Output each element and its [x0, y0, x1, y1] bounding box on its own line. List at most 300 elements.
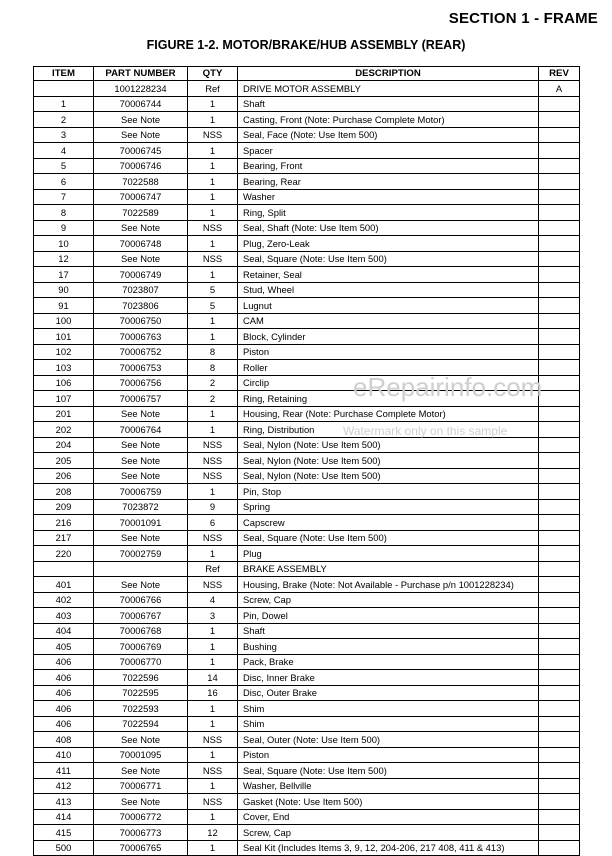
- table-row: [34, 81, 580, 97]
- table-row: [34, 577, 580, 593]
- cell-qty: NSS: [188, 468, 238, 484]
- cell-part-number: 7022588: [94, 174, 188, 190]
- cell-qty: 1: [188, 809, 238, 825]
- cell-part-number: See Note: [94, 112, 188, 128]
- cell-rev: [539, 329, 580, 345]
- cell-description: Seal, Square (Note: Use Item 500): [238, 763, 539, 779]
- table-row: [34, 251, 580, 267]
- table-row: [34, 127, 580, 143]
- cell-item: 3: [34, 127, 94, 143]
- cell-item: 6: [34, 174, 94, 190]
- cell-description: Washer: [238, 189, 539, 205]
- cell-item: 405: [34, 639, 94, 655]
- cell-part-number: See Note: [94, 251, 188, 267]
- table-row: [34, 623, 580, 639]
- cell-part-number: 70006746: [94, 158, 188, 174]
- cell-description: Seal, Nylon (Note: Use Item 500): [238, 468, 539, 484]
- cell-qty: NSS: [188, 453, 238, 469]
- cell-part-number: 70001095: [94, 747, 188, 763]
- cell-rev: [539, 127, 580, 143]
- cell-item: 209: [34, 499, 94, 515]
- cell-qty: 1: [188, 174, 238, 190]
- cell-item: 100: [34, 313, 94, 329]
- table-row: [34, 794, 580, 810]
- cell-qty: 1: [188, 205, 238, 221]
- cell-part-number: See Note: [94, 763, 188, 779]
- cell-part-number: See Note: [94, 577, 188, 593]
- parts-table: [33, 66, 580, 856]
- cell-item: 404: [34, 623, 94, 639]
- table-row: [34, 267, 580, 283]
- cell-part-number: See Note: [94, 127, 188, 143]
- cell-rev: [539, 499, 580, 515]
- cell-rev: [539, 220, 580, 236]
- cell-item: 1: [34, 96, 94, 112]
- cell-rev: [539, 794, 580, 810]
- cell-description: Bearing, Front: [238, 158, 539, 174]
- cell-description: Ring, Split: [238, 205, 539, 221]
- cell-qty: 3: [188, 608, 238, 624]
- column-header-part-number: PART NUMBER: [94, 67, 188, 81]
- cell-qty: 2: [188, 375, 238, 391]
- cell-item: 5: [34, 158, 94, 174]
- section-title: SECTION 1 - FRAME: [448, 10, 598, 27]
- cell-description: Casting, Front (Note: Purchase Complete Motor): [238, 112, 539, 128]
- cell-description: Roller: [238, 360, 539, 376]
- table-row: [34, 484, 580, 500]
- cell-item: 8: [34, 205, 94, 221]
- table-row: [34, 236, 580, 252]
- cell-part-number: 7022596: [94, 670, 188, 686]
- cell-rev: [539, 189, 580, 205]
- table-row: [34, 608, 580, 624]
- cell-item: 12: [34, 251, 94, 267]
- cell-part-number: See Note: [94, 220, 188, 236]
- cell-item: 411: [34, 763, 94, 779]
- cell-item: [34, 81, 94, 97]
- cell-rev: [539, 654, 580, 670]
- cell-rev: [539, 158, 580, 174]
- cell-rev: [539, 143, 580, 159]
- cell-description: BRAKE ASSEMBLY: [238, 561, 539, 577]
- cell-rev: [539, 298, 580, 314]
- cell-item: 202: [34, 422, 94, 438]
- cell-item: 406: [34, 701, 94, 717]
- cell-qty: 5: [188, 282, 238, 298]
- cell-qty: NSS: [188, 437, 238, 453]
- cell-qty: Ref: [188, 81, 238, 97]
- cell-item: 220: [34, 546, 94, 562]
- cell-item: 414: [34, 809, 94, 825]
- cell-rev: [539, 236, 580, 252]
- cell-item: 205: [34, 453, 94, 469]
- table-row: [34, 298, 580, 314]
- cell-part-number: 70006772: [94, 809, 188, 825]
- table-row: [34, 546, 580, 562]
- cell-qty: 1: [188, 639, 238, 655]
- cell-description: Washer, Bellville: [238, 778, 539, 794]
- cell-description: Spring: [238, 499, 539, 515]
- table-row: [34, 220, 580, 236]
- cell-rev: [539, 732, 580, 748]
- table-row: [34, 96, 580, 112]
- table-row: [34, 670, 580, 686]
- cell-qty: 1: [188, 654, 238, 670]
- cell-description: Screw, Cap: [238, 592, 539, 608]
- table-row: [34, 282, 580, 298]
- cell-rev: [539, 670, 580, 686]
- table-row: [34, 453, 580, 469]
- table-row: [34, 530, 580, 546]
- column-header-item: ITEM: [34, 67, 94, 81]
- cell-qty: 1: [188, 716, 238, 732]
- cell-description: Ring, Retaining: [238, 391, 539, 407]
- cell-description: Shim: [238, 701, 539, 717]
- cell-description: Screw, Cap: [238, 825, 539, 841]
- cell-part-number: 70001091: [94, 515, 188, 531]
- cell-part-number: See Note: [94, 794, 188, 810]
- cell-qty: 8: [188, 344, 238, 360]
- cell-item: 408: [34, 732, 94, 748]
- cell-item: 101: [34, 329, 94, 345]
- cell-description: Shaft: [238, 623, 539, 639]
- cell-rev: [539, 437, 580, 453]
- table-row: [34, 344, 580, 360]
- table-row: [34, 406, 580, 422]
- watermark-logo-text: eRepairinfo.com: [353, 372, 543, 402]
- cell-qty: NSS: [188, 530, 238, 546]
- figure-title: FIGURE 1-2. MOTOR/BRAKE/HUB ASSEMBLY (REAR): [146, 38, 466, 52]
- cell-description: Shim: [238, 716, 539, 732]
- cell-description: Block, Cylinder: [238, 329, 539, 345]
- table-row: [34, 189, 580, 205]
- cell-item: 2: [34, 112, 94, 128]
- cell-item: 106: [34, 375, 94, 391]
- cell-item: 91: [34, 298, 94, 314]
- cell-item: 9: [34, 220, 94, 236]
- cell-description: Plug, Zero-Leak: [238, 236, 539, 252]
- column-header-description: DESCRIPTION: [238, 67, 539, 81]
- column-header-qty: QTY: [188, 67, 238, 81]
- cell-description: Ring, Distribution: [238, 422, 539, 438]
- cell-qty: 1: [188, 112, 238, 128]
- cell-rev: [539, 685, 580, 701]
- table-header-row: [34, 67, 580, 81]
- cell-description: Housing, Rear (Note: Purchase Complete Motor): [238, 406, 539, 422]
- cell-description: Seal, Shaft (Note: Use Item 500): [238, 220, 539, 236]
- cell-rev: [539, 251, 580, 267]
- table-row: [34, 701, 580, 717]
- cell-part-number: 70006752: [94, 344, 188, 360]
- cell-part-number: 70006771: [94, 778, 188, 794]
- cell-part-number: 70006770: [94, 654, 188, 670]
- cell-qty: 6: [188, 515, 238, 531]
- cell-description: Seal, Square (Note: Use Item 500): [238, 530, 539, 546]
- cell-rev: [539, 267, 580, 283]
- cell-part-number: See Note: [94, 453, 188, 469]
- cell-description: Pack, Brake: [238, 654, 539, 670]
- watermark-note: Watermark only on this sample: [343, 424, 508, 438]
- cell-part-number: 70006749: [94, 267, 188, 283]
- cell-qty: 5: [188, 298, 238, 314]
- cell-item: [34, 561, 94, 577]
- cell-rev: [539, 205, 580, 221]
- cell-qty: 1: [188, 189, 238, 205]
- cell-part-number: 70006773: [94, 825, 188, 841]
- cell-part-number: See Note: [94, 437, 188, 453]
- cell-rev: [539, 313, 580, 329]
- table-row: [34, 143, 580, 159]
- cell-part-number: 7022589: [94, 205, 188, 221]
- cell-qty: NSS: [188, 794, 238, 810]
- cell-part-number: 70006768: [94, 623, 188, 639]
- cell-qty: NSS: [188, 251, 238, 267]
- cell-part-number: 70006769: [94, 639, 188, 655]
- table-row: [34, 515, 580, 531]
- cell-rev: [539, 577, 580, 593]
- cell-item: 412: [34, 778, 94, 794]
- table-row: [34, 499, 580, 515]
- cell-part-number: 70006765: [94, 840, 188, 856]
- cell-part-number: 70006764: [94, 422, 188, 438]
- cell-description: Seal, Square (Note: Use Item 500): [238, 251, 539, 267]
- cell-description: Capscrew: [238, 515, 539, 531]
- cell-description: Cover, End: [238, 809, 539, 825]
- table-row: [34, 313, 580, 329]
- cell-qty: 1: [188, 840, 238, 856]
- table-row: [34, 778, 580, 794]
- cell-item: 500: [34, 840, 94, 856]
- cell-part-number: 70006748: [94, 236, 188, 252]
- cell-description: Seal, Nylon (Note: Use Item 500): [238, 453, 539, 469]
- cell-item: 403: [34, 608, 94, 624]
- cell-rev: [539, 639, 580, 655]
- cell-part-number: See Note: [94, 406, 188, 422]
- cell-item: 216: [34, 515, 94, 531]
- cell-part-number: See Note: [94, 468, 188, 484]
- cell-qty: 1: [188, 623, 238, 639]
- cell-item: 217: [34, 530, 94, 546]
- cell-part-number: 70006759: [94, 484, 188, 500]
- cell-qty: 1: [188, 313, 238, 329]
- cell-rev: [539, 484, 580, 500]
- cell-rev: [539, 701, 580, 717]
- cell-item: 103: [34, 360, 94, 376]
- cell-part-number: 70006767: [94, 608, 188, 624]
- cell-item: 413: [34, 794, 94, 810]
- cell-description: CAM: [238, 313, 539, 329]
- cell-rev: [539, 716, 580, 732]
- cell-item: 406: [34, 654, 94, 670]
- cell-item: 208: [34, 484, 94, 500]
- table-row: [34, 685, 580, 701]
- cell-item: 406: [34, 685, 94, 701]
- cell-item: 406: [34, 670, 94, 686]
- cell-rev: [539, 406, 580, 422]
- cell-item: 10: [34, 236, 94, 252]
- cell-qty: 2: [188, 391, 238, 407]
- cell-qty: 1: [188, 143, 238, 159]
- cell-item: 410: [34, 747, 94, 763]
- cell-rev: [539, 778, 580, 794]
- cell-rev: [539, 608, 580, 624]
- cell-qty: 1: [188, 778, 238, 794]
- cell-qty: 14: [188, 670, 238, 686]
- cell-rev: [539, 375, 580, 391]
- cell-item: 406: [34, 716, 94, 732]
- cell-part-number: [94, 561, 188, 577]
- cell-item: 206: [34, 468, 94, 484]
- cell-part-number: 7022595: [94, 685, 188, 701]
- cell-qty: 1: [188, 236, 238, 252]
- cell-rev: [539, 763, 580, 779]
- cell-part-number: 70006745: [94, 143, 188, 159]
- cell-qty: 9: [188, 499, 238, 515]
- cell-qty: 8: [188, 360, 238, 376]
- cell-item: 402: [34, 592, 94, 608]
- cell-rev: [539, 840, 580, 856]
- cell-part-number: See Note: [94, 530, 188, 546]
- cell-description: Pin, Stop: [238, 484, 539, 500]
- cell-qty: NSS: [188, 127, 238, 143]
- cell-rev: [539, 360, 580, 376]
- cell-rev: [539, 391, 580, 407]
- cell-part-number: 1001228234: [94, 81, 188, 97]
- cell-rev: [539, 592, 580, 608]
- table-row: [34, 174, 580, 190]
- cell-part-number: 70006763: [94, 329, 188, 345]
- cell-part-number: 7022594: [94, 716, 188, 732]
- table-row: [34, 639, 580, 655]
- cell-description: Lugnut: [238, 298, 539, 314]
- table-row: [34, 329, 580, 345]
- table-row: [34, 840, 580, 856]
- cell-qty: 1: [188, 484, 238, 500]
- cell-part-number: 70006744: [94, 96, 188, 112]
- cell-rev: [539, 747, 580, 763]
- cell-part-number: 70002759: [94, 546, 188, 562]
- cell-rev: [539, 530, 580, 546]
- cell-rev: A: [539, 81, 580, 97]
- cell-description: Circlip: [238, 375, 539, 391]
- cell-qty: NSS: [188, 732, 238, 748]
- cell-description: Seal, Face (Note: Use Item 500): [238, 127, 539, 143]
- cell-part-number: 70006753: [94, 360, 188, 376]
- cell-description: Seal Kit (Includes Items 3, 9, 12, 204-206, 217 408, 411 & 413): [238, 840, 539, 856]
- cell-rev: [539, 468, 580, 484]
- cell-description: Stud, Wheel: [238, 282, 539, 298]
- cell-item: 401: [34, 577, 94, 593]
- table-row: [34, 732, 580, 748]
- cell-qty: 1: [188, 329, 238, 345]
- cell-qty: 1: [188, 701, 238, 717]
- cell-part-number: 70006747: [94, 189, 188, 205]
- table-row: [34, 468, 580, 484]
- cell-description: Disc, Inner Brake: [238, 670, 539, 686]
- table-row: [34, 112, 580, 128]
- cell-rev: [539, 546, 580, 562]
- cell-description: Bushing: [238, 639, 539, 655]
- cell-description: Pin, Dowel: [238, 608, 539, 624]
- cell-rev: [539, 561, 580, 577]
- cell-item: 7: [34, 189, 94, 205]
- cell-part-number: 70006757: [94, 391, 188, 407]
- cell-qty: 16: [188, 685, 238, 701]
- cell-qty: 1: [188, 96, 238, 112]
- cell-qty: 1: [188, 546, 238, 562]
- cell-qty: 1: [188, 406, 238, 422]
- cell-qty: 4: [188, 592, 238, 608]
- cell-qty: 12: [188, 825, 238, 841]
- table-row: [34, 437, 580, 453]
- cell-rev: [539, 422, 580, 438]
- cell-qty: Ref: [188, 561, 238, 577]
- cell-item: 204: [34, 437, 94, 453]
- table-row: [34, 763, 580, 779]
- cell-qty: NSS: [188, 577, 238, 593]
- cell-part-number: 7023872: [94, 499, 188, 515]
- table-row: [34, 592, 580, 608]
- table-row: [34, 561, 580, 577]
- table-row: [34, 716, 580, 732]
- cell-description: DRIVE MOTOR ASSEMBLY: [238, 81, 539, 97]
- cell-rev: [539, 174, 580, 190]
- cell-description: Housing, Brake (Note: Not Available - Purchase p/n 1001228234): [238, 577, 539, 593]
- column-header-rev: REV: [539, 67, 580, 81]
- cell-qty: 1: [188, 747, 238, 763]
- cell-part-number: 7023806: [94, 298, 188, 314]
- cell-qty: NSS: [188, 763, 238, 779]
- cell-part-number: See Note: [94, 732, 188, 748]
- cell-rev: [539, 344, 580, 360]
- cell-part-number: 7023807: [94, 282, 188, 298]
- cell-item: 102: [34, 344, 94, 360]
- cell-item: 17: [34, 267, 94, 283]
- cell-part-number: 70006750: [94, 313, 188, 329]
- cell-qty: 1: [188, 267, 238, 283]
- cell-rev: [539, 96, 580, 112]
- cell-qty: 1: [188, 158, 238, 174]
- cell-qty: 1: [188, 422, 238, 438]
- table-row: [34, 747, 580, 763]
- cell-description: Plug: [238, 546, 539, 562]
- table-row: [34, 825, 580, 841]
- cell-item: 201: [34, 406, 94, 422]
- cell-item: 90: [34, 282, 94, 298]
- cell-rev: [539, 515, 580, 531]
- cell-description: Piston: [238, 344, 539, 360]
- cell-part-number: 70006766: [94, 592, 188, 608]
- cell-part-number: 7022593: [94, 701, 188, 717]
- cell-description: Disc, Outer Brake: [238, 685, 539, 701]
- cell-description: Shaft: [238, 96, 539, 112]
- cell-qty: NSS: [188, 220, 238, 236]
- table-row: [34, 654, 580, 670]
- cell-description: Gasket (Note: Use Item 500): [238, 794, 539, 810]
- cell-rev: [539, 453, 580, 469]
- cell-rev: [539, 282, 580, 298]
- cell-item: 107: [34, 391, 94, 407]
- table-row: [34, 158, 580, 174]
- cell-description: Seal, Outer (Note: Use Item 500): [238, 732, 539, 748]
- cell-description: Seal, Nylon (Note: Use Item 500): [238, 437, 539, 453]
- cell-description: Bearing, Rear: [238, 174, 539, 190]
- cell-rev: [539, 623, 580, 639]
- cell-part-number: 70006756: [94, 375, 188, 391]
- cell-rev: [539, 112, 580, 128]
- cell-item: 4: [34, 143, 94, 159]
- table-row: [34, 205, 580, 221]
